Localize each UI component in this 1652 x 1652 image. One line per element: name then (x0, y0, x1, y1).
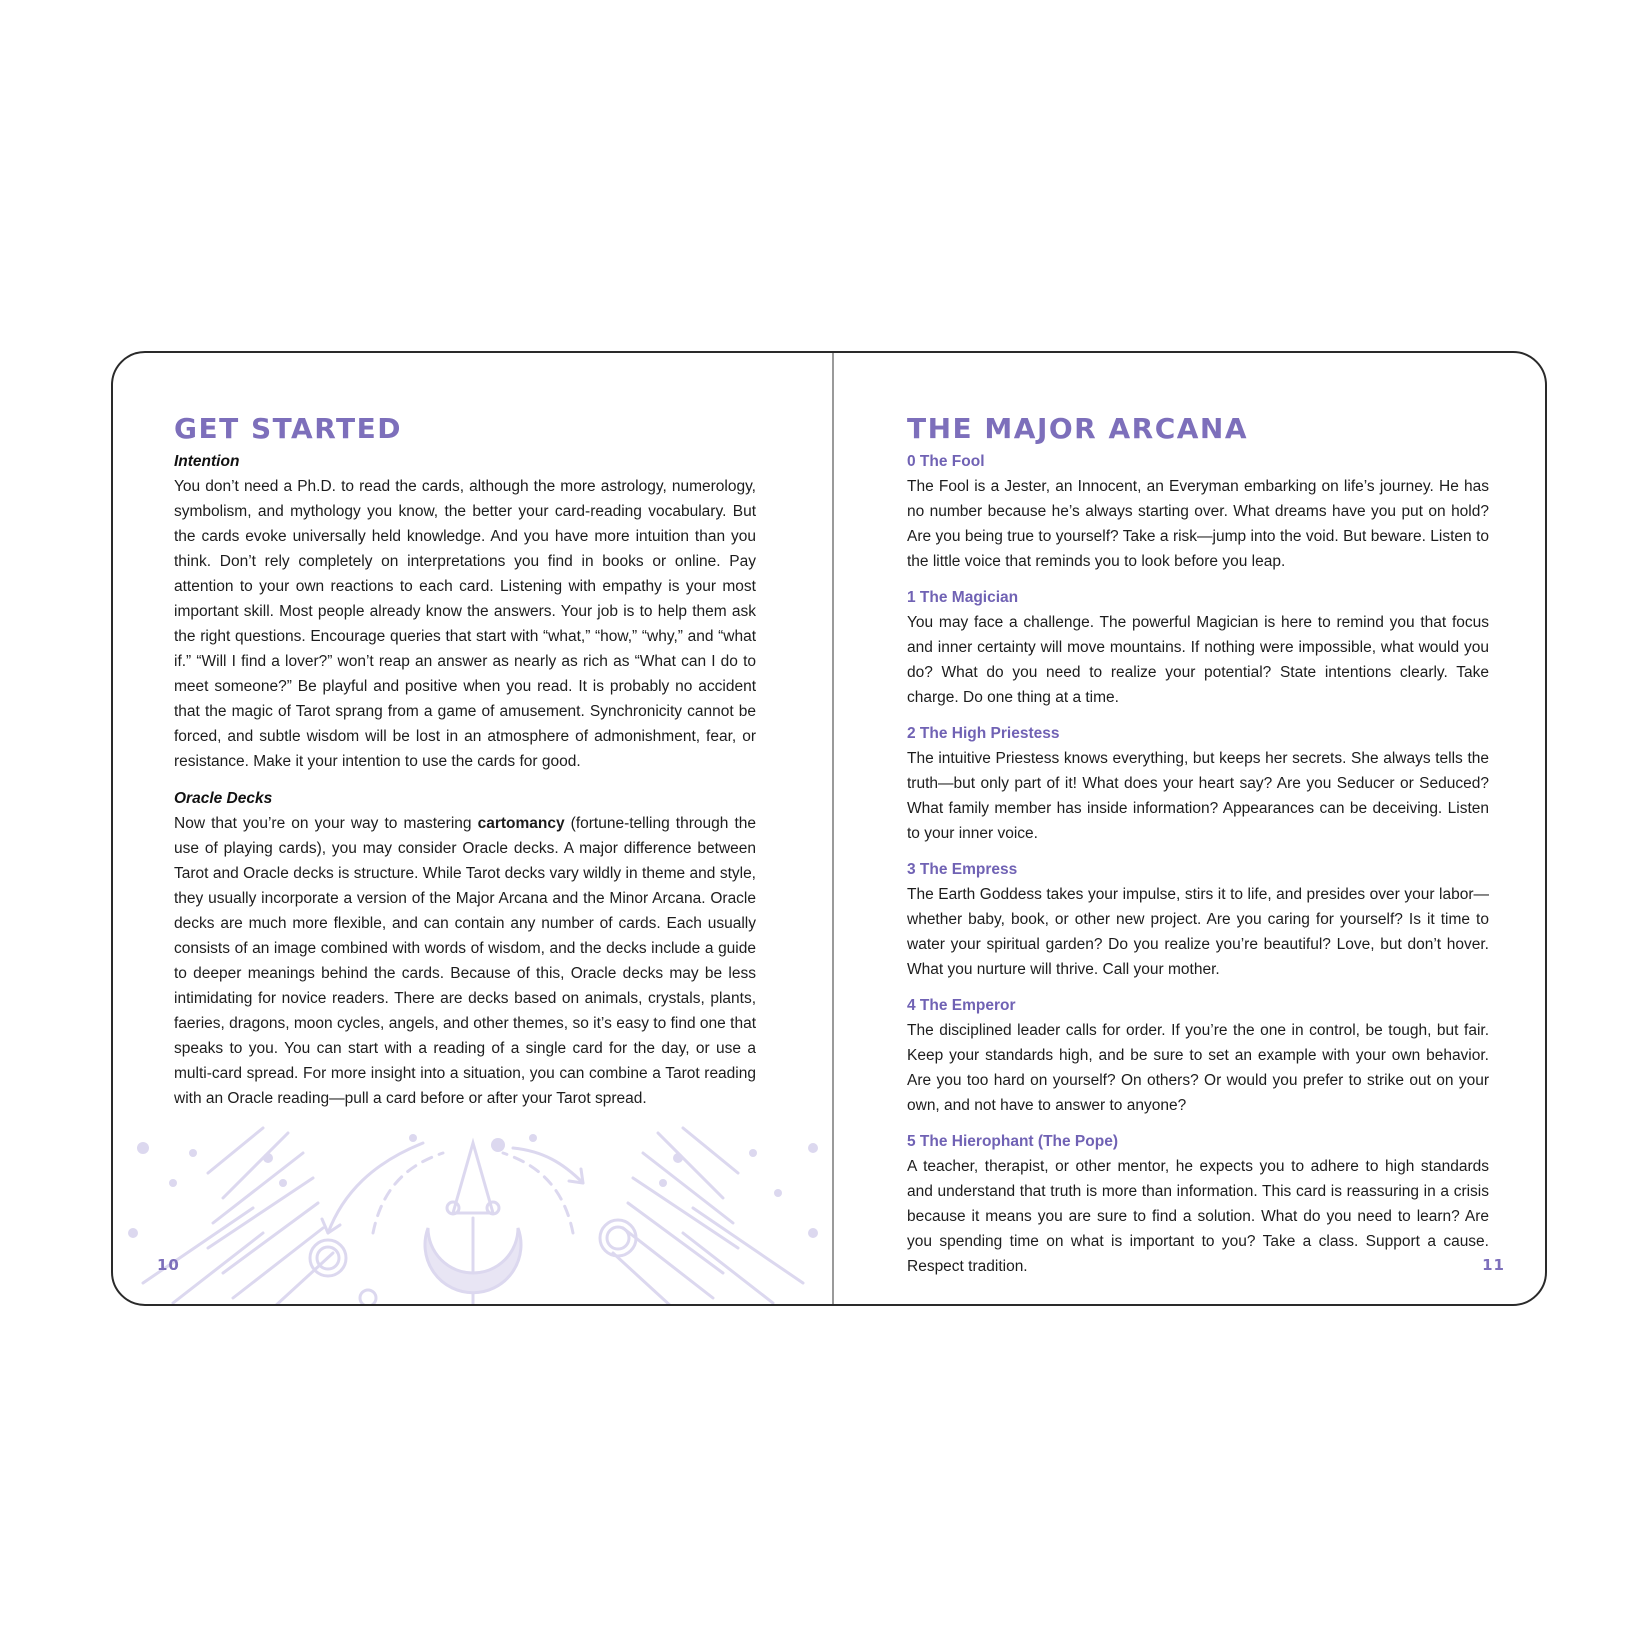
arcana-entry-title: 1 The Magician (907, 589, 1019, 606)
oracle-subheading: Oracle Decks (174, 790, 273, 807)
arcana-entry-title: 3 The Empress (907, 861, 1018, 878)
arcana-entry-title: 0 The Fool (907, 453, 985, 470)
arcana-entry (907, 721, 1489, 846)
page-number-right: 11 (1482, 1256, 1505, 1274)
arcana-entry-text: The Earth Goddess takes your impulse, stirs it to life, and presides over your labor—whether baby, book, or other new project. Are you caring for yourself? Is it time to water your spiritual garden? Do you realize you’re beautiful? Love, but don’t hover. What you nurture will thrive. Call your mother. (907, 886, 1489, 978)
arcana-entry-text: The disciplined leader calls for order. If you’re the one in control, be tough, but fair. Keep your standards high, and be sure to set an example with your own behavior. Are you too hard on yourself? On others? Or would you prefer to strike out on your own, and not have to answer to anyone? (907, 1022, 1489, 1114)
intention-subheading: Intention (174, 453, 240, 470)
cartomancy-term: cartomancy (477, 815, 565, 832)
arcana-entry (907, 993, 1489, 1118)
right-page-content (907, 411, 1489, 1279)
right-page (835, 353, 1547, 1304)
page-heading: GET STARTED (174, 412, 402, 445)
arcana-entry (907, 857, 1489, 982)
right-arrow-arc (513, 1148, 583, 1183)
oracle-text-after: (fortune-telling through the use of playing cards), you may consider Oracle decks. A major difference between Tarot and Oracle decks is structure. While Tarot decks vary wildly in theme and style, they usually incorporate a version of the Major Arcana and the Minor Arcana. Oracle decks are much more flexible, and can contain any number of cards. Each usually consists of an image combined with words of wisdom, and the decks include a guide to deeper meanings behind the cards. Because of this, Oracle decks may be less intimidating for novice readers. There are decks based on animals, crystals, plants, faeries, dragons, moon cycles, angels, and other themes, so it’s easy to find one that speaks to you. You can start with a reading of a single card for the day, or use a multi-card spread. For more insight into a situation, you can combine a Tarot reading with an Oracle reading—pull a card before or after your Tarot spread. (174, 815, 756, 1107)
arcana-entry (907, 1129, 1489, 1279)
right-starburst-rays (613, 1128, 803, 1306)
arcana-entry-text: You may face a challenge. The powerful Magician is here to remind you that focus and inner certainty will move mountains. If nothing were impossible, what would you do? What do you need to realize your potential? State intentions clearly. Take charge. Do one thing at a time. (907, 614, 1489, 706)
right-planet-ring (600, 1220, 636, 1256)
left-arrow-arc (328, 1143, 423, 1233)
left-page (113, 353, 833, 1304)
arcana-entry (907, 449, 1489, 574)
intention-paragraph: You don’t need a Ph.D. to read the cards, although the more astrology, numerology, symbolism, and mythology you know, the better your card-reading vocabulary. But the cards evoke universally held knowledge. And you have more intuition than you think. Don’t rely completely on interpretations you find in books or online. Pay attention to your own reactions to each card. Listening with empathy is your most important skill. Most people already know the answers. Your job is to help them ask the right questions. Encourage queries that start with “what,” “how,” “why,” and “what if.” “Will I find a lover?” won’t reap an answer as nearly as rich as “What can I do to meet someone?” Be playful and positive when you read. It is probably no accident that the magic of Tarot sprang from a game of amusement. Synchronicity cannot be forced, and subtle wisdom will be lost in an atmosphere of admonishment, fear, or resistance. Make it your intention to use the cards for good. (174, 478, 756, 770)
left-page-content (174, 411, 756, 1111)
arcana-entry-title: 5 The Hierophant (The Pope) (907, 1133, 1118, 1150)
book-spread (111, 351, 1547, 1306)
arcana-entry-title: 4 The Emperor (907, 997, 1016, 1014)
central-triangle (453, 1143, 493, 1213)
arcana-entry-text: A teacher, therapist, or other mentor, he expects you to adhere to high standards and understand that truth is more than information. This card is reassuring in a crisis because it means you are sure to find a solution. What do you need to learn? Are you spending time on what is important to you? Take a class. Support a cause. Respect tradition. (907, 1158, 1489, 1275)
oracle-text-before: Now that you’re on your way to mastering (174, 815, 478, 832)
left-starburst-rays (143, 1128, 333, 1306)
celestial-ornament-illustration (113, 1123, 833, 1306)
oracle-paragraph (174, 811, 756, 1111)
arcana-entry-text: The Fool is a Jester, an Innocent, an Everyman embarking on life’s journey. He has no number because he’s always starting over. What dreams have you put on hold? Are you being true to yourself? Take a risk—jump into the void. But beware. Listen to the little voice that reminds you to look before you leap. (907, 478, 1489, 570)
book-gutter (832, 353, 834, 1304)
arcana-entry (907, 585, 1489, 710)
page-heading: THE MAJOR ARCANA (907, 412, 1249, 445)
arcana-entry-text: The intuitive Priestess knows everything, but keeps her secrets. She always tells the truth—but only part of it! What does your heart say? Are you Seducer or Seduced? What family member has inside information? Appearances can be deceiving. Listen to your inner voice. (907, 750, 1489, 842)
arcana-entry-title: 2 The High Priestess (907, 725, 1060, 742)
page-number-left: 10 (157, 1256, 180, 1274)
